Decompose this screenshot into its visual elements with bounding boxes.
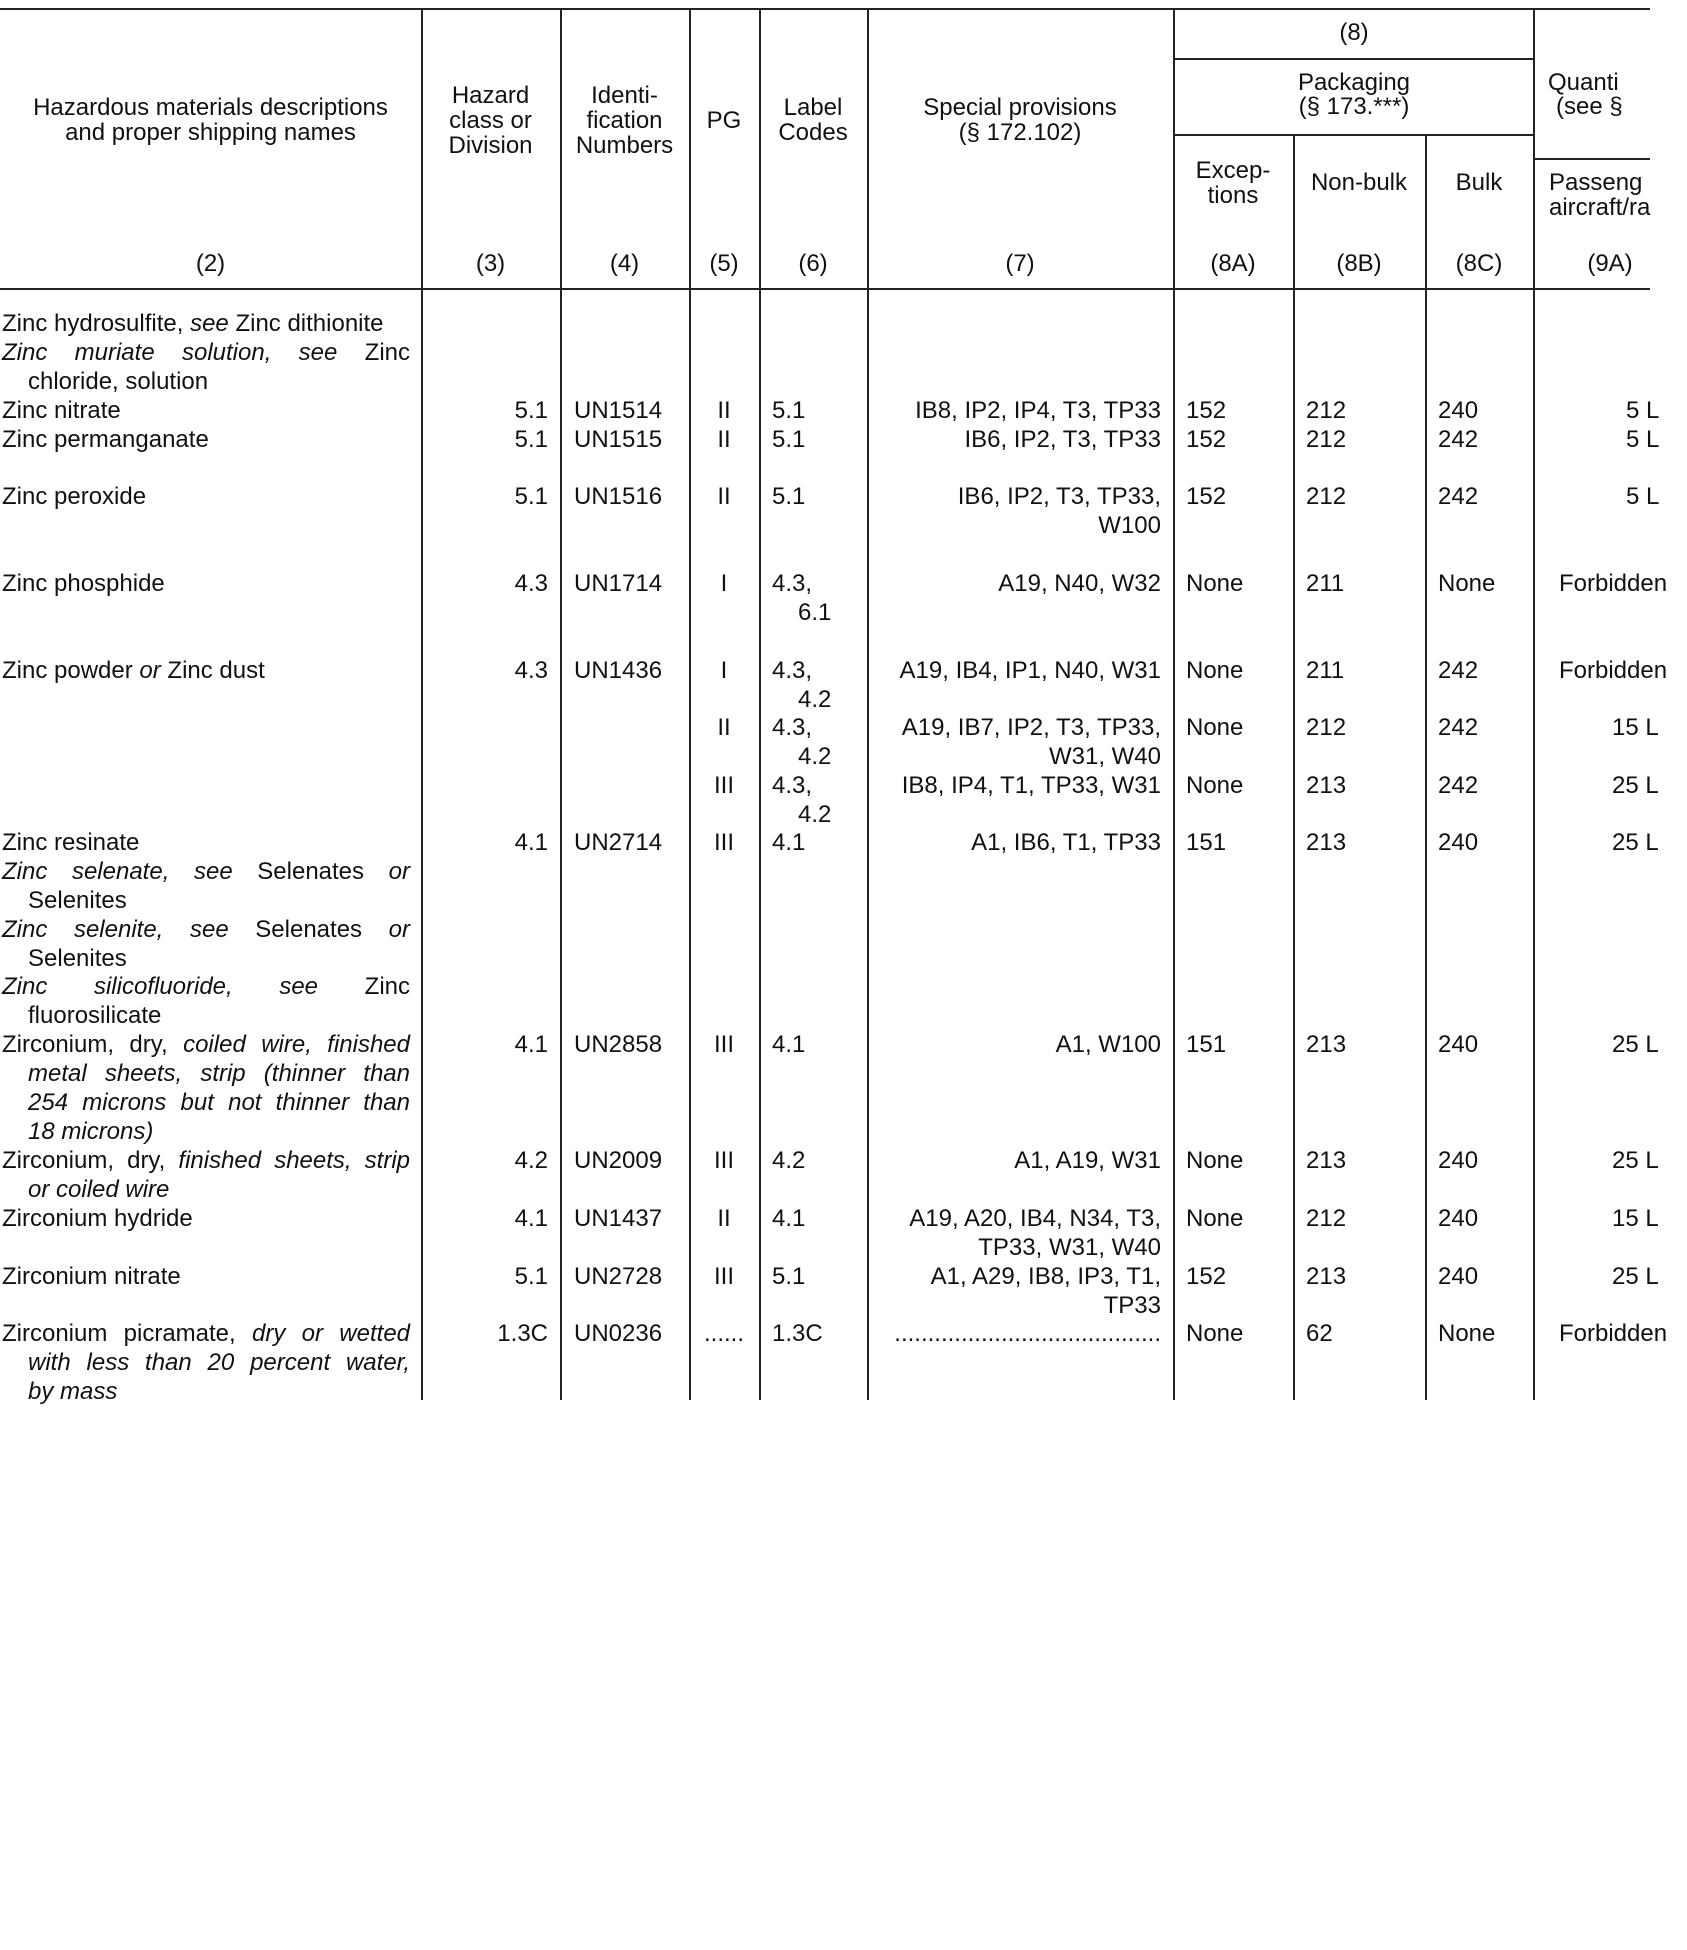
row-8-label-line1: 4.3, bbox=[772, 714, 813, 741]
col-divider-4-5 bbox=[689, 8, 691, 1400]
row-16-hazard: 4.1 bbox=[514, 1205, 548, 1232]
row-16-name: Zirconium hydride bbox=[2, 1205, 193, 1232]
row-6-exceptions: None bbox=[1186, 570, 1244, 597]
row-10-label: 4.1 bbox=[772, 829, 806, 856]
row-5-id: UN1516 bbox=[574, 483, 663, 510]
row-4-bulk: 242 bbox=[1438, 426, 1479, 453]
row-12-name-line1: Zinc selenite, see Selenates or bbox=[2, 916, 411, 943]
row-3-label: 5.1 bbox=[772, 397, 806, 424]
row-17-nonbulk: 213 bbox=[1306, 1263, 1347, 1290]
row-3-nonbulk: 212 bbox=[1306, 397, 1347, 424]
row-15-id: UN2009 bbox=[574, 1147, 663, 1174]
row-6-label-line1: 4.3, bbox=[772, 570, 813, 597]
row-17-special-line1: A1, A29, IB8, IP3, T1, bbox=[930, 1263, 1161, 1290]
col-divider-8-9 bbox=[1533, 8, 1535, 1400]
row-14-special: A1, W100 bbox=[1055, 1031, 1161, 1058]
group-8-rule bbox=[1173, 58, 1535, 60]
row-5-hazard: 5.1 bbox=[514, 483, 548, 510]
row-7-pg: I bbox=[720, 657, 728, 684]
row-18-label: 1.3C bbox=[772, 1320, 823, 1347]
row-7-exceptions: None bbox=[1186, 657, 1244, 684]
row-18-pg: ...... bbox=[703, 1320, 744, 1347]
row-5-exceptions: 152 bbox=[1186, 483, 1227, 510]
row-7-nonbulk: 211 bbox=[1306, 657, 1345, 684]
col2-header-line1: Hazardous materials descriptions bbox=[33, 94, 388, 121]
col4-header-line1: Identi- bbox=[591, 82, 658, 109]
row-8-pg: II bbox=[717, 714, 731, 741]
row-14-id: UN2858 bbox=[574, 1031, 663, 1058]
row-16-exceptions: None bbox=[1186, 1205, 1244, 1232]
row-6-quantity: Forbidden bbox=[1559, 570, 1668, 597]
row-2-name-line1: Zinc muriate solution, see Zinc bbox=[2, 339, 410, 366]
row-18-nonbulk: 62 bbox=[1306, 1320, 1333, 1347]
row-16-id: UN1437 bbox=[574, 1205, 663, 1232]
row-5-special-line1: IB6, IP2, T3, TP33, bbox=[957, 483, 1161, 510]
row-5-label: 5.1 bbox=[772, 483, 806, 510]
row-7-label-line2: 4.2 bbox=[798, 686, 832, 713]
row-18-exceptions: None bbox=[1186, 1320, 1244, 1347]
col4-header-line3: Numbers bbox=[575, 132, 674, 159]
col7-number: (7) bbox=[1005, 250, 1035, 277]
row-3-id: UN1514 bbox=[574, 397, 663, 424]
col-divider-8a-8b bbox=[1293, 134, 1295, 1400]
row-8-special-line1: A19, IB7, IP2, T3, TP33, bbox=[901, 714, 1161, 741]
row-16-bulk: 240 bbox=[1438, 1205, 1479, 1232]
col8a-header-line2: tions bbox=[1207, 182, 1259, 209]
row-15-pg: III bbox=[713, 1147, 734, 1174]
row-6-nonbulk: 211 bbox=[1306, 570, 1345, 597]
row-10-pg: III bbox=[713, 829, 734, 856]
row-6-pg: I bbox=[720, 570, 728, 597]
col3-number: (3) bbox=[475, 250, 506, 277]
row-10-bulk: 240 bbox=[1438, 829, 1479, 856]
row-4-hazard: 5.1 bbox=[514, 426, 548, 453]
row-7-quantity: Forbidden bbox=[1559, 657, 1668, 684]
row-17-pg: III bbox=[713, 1263, 734, 1290]
col8a-number: (8A) bbox=[1210, 250, 1256, 277]
col7-header-line1: Special provisions bbox=[923, 94, 1117, 121]
row-8-label-line2: 4.2 bbox=[798, 743, 832, 770]
row-4-exceptions: 152 bbox=[1186, 426, 1227, 453]
packaging-title: Packaging bbox=[1297, 69, 1411, 96]
row-15-name-line1: Zirconium, dry, finished sheets, strip bbox=[2, 1147, 410, 1174]
col8b-number: (8B) bbox=[1336, 250, 1382, 277]
col5-header: PG bbox=[706, 107, 742, 134]
row-4-quantity: 5 L bbox=[1626, 426, 1660, 453]
row-10-id: UN2714 bbox=[574, 829, 663, 856]
row-15-nonbulk: 213 bbox=[1306, 1147, 1347, 1174]
row-5-name: Zinc peroxide bbox=[2, 483, 147, 510]
row-17-quantity: 25 L bbox=[1612, 1263, 1659, 1290]
row-16-label: 4.1 bbox=[772, 1205, 806, 1232]
row-6-label-line2: 6.1 bbox=[798, 599, 832, 626]
row-17-exceptions: 152 bbox=[1186, 1263, 1227, 1290]
col6-number: (6) bbox=[798, 250, 828, 277]
row-15-label: 4.2 bbox=[772, 1147, 806, 1174]
row-8-special-line2: W31, W40 bbox=[1048, 743, 1161, 770]
col7-header-line2: (§ 172.102) bbox=[958, 119, 1082, 146]
row-4-special: IB6, IP2, T3, TP33 bbox=[964, 426, 1161, 453]
row-10-special: A1, IB6, T1, TP33 bbox=[971, 829, 1161, 856]
row-18-hazard: 1.3C bbox=[497, 1320, 548, 1347]
row-11-name-line2: Selenites bbox=[28, 887, 127, 914]
row-9-label-line1: 4.3, bbox=[772, 772, 813, 799]
row-12-name-line2: Selenites bbox=[28, 945, 127, 972]
row-15-bulk: 240 bbox=[1438, 1147, 1479, 1174]
row-4-pg: II bbox=[717, 426, 731, 453]
row-3-exceptions: 152 bbox=[1186, 397, 1227, 424]
quantity-title: Quanti bbox=[1548, 69, 1619, 96]
row-4-label: 5.1 bbox=[772, 426, 806, 453]
row-6-bulk: None bbox=[1438, 570, 1496, 597]
row-6-special: A19, N40, W32 bbox=[998, 570, 1161, 597]
row-14-label: 4.1 bbox=[772, 1031, 806, 1058]
col8c-number: (8C) bbox=[1455, 250, 1503, 277]
quantity-rule bbox=[1533, 158, 1650, 160]
col-divider-6-7 bbox=[867, 8, 869, 1400]
quantity-ref: (see § bbox=[1556, 93, 1623, 120]
row-18-special: ........................................ bbox=[894, 1320, 1161, 1347]
row-15-hazard: 4.2 bbox=[514, 1147, 548, 1174]
row-17-id: UN2728 bbox=[574, 1263, 663, 1290]
row-17-bulk: 240 bbox=[1438, 1263, 1479, 1290]
col-divider-8b-8c bbox=[1425, 134, 1427, 1400]
row-7-hazard: 4.3 bbox=[514, 657, 548, 684]
row-6-hazard: 4.3 bbox=[514, 570, 548, 597]
col4-number: (4) bbox=[609, 250, 640, 277]
packaging-rule bbox=[1173, 134, 1535, 136]
row-14-name-line3: 254 microns but not thinner than bbox=[28, 1089, 410, 1116]
col4-header-line2: fication bbox=[586, 107, 663, 134]
row-7-label-line1: 4.3, bbox=[772, 657, 813, 684]
row-17-name: Zirconium nitrate bbox=[2, 1263, 181, 1290]
col3-header-line3: Division bbox=[448, 132, 533, 159]
col5-number: (5) bbox=[709, 250, 739, 277]
row-14-quantity: 25 L bbox=[1612, 1031, 1659, 1058]
row-13-name-line1: Zinc silicofluoride, see Zinc bbox=[2, 973, 410, 1000]
row-9-special: IB8, IP4, T1, TP33, W31 bbox=[901, 772, 1161, 799]
row-5-pg: II bbox=[717, 483, 731, 510]
col-divider-3-4 bbox=[560, 8, 562, 1400]
row-17-special-line2: TP33 bbox=[1103, 1292, 1161, 1319]
row-16-quantity: 15 L bbox=[1612, 1205, 1659, 1232]
row-18-name-line2: with less than 20 percent water, bbox=[28, 1349, 410, 1376]
row-8-quantity: 15 L bbox=[1612, 714, 1659, 741]
row-7-special: A19, IB4, IP1, N40, W31 bbox=[899, 657, 1161, 684]
row-9-pg: III bbox=[713, 772, 734, 799]
group-8-number: (8) bbox=[1339, 19, 1369, 46]
row-3-special: IB8, IP2, IP4, T3, TP33 bbox=[915, 397, 1161, 424]
row-11-name-line1: Zinc selenate, see Selenates or bbox=[2, 858, 410, 885]
row-15-quantity: 25 L bbox=[1612, 1147, 1659, 1174]
col-divider-5-6 bbox=[759, 8, 761, 1400]
row-18-quantity: Forbidden bbox=[1559, 1320, 1668, 1347]
row-18-name-line3: by mass bbox=[28, 1378, 118, 1405]
row-9-nonbulk: 213 bbox=[1306, 772, 1347, 799]
row-14-name-line2: metal sheets, strip (thinner than bbox=[28, 1060, 410, 1087]
row-5-bulk: 242 bbox=[1438, 483, 1479, 510]
col8b-header: Non-bulk bbox=[1310, 169, 1408, 196]
row-16-special-line1: A19, A20, IB4, N34, T3, bbox=[909, 1205, 1161, 1232]
row-8-exceptions: None bbox=[1186, 714, 1244, 741]
row-10-name: Zinc resinate bbox=[2, 829, 140, 856]
col9a-header-line1: Passeng bbox=[1549, 169, 1643, 196]
row-1-name: Zinc hydrosulfite, see Zinc dithionite bbox=[2, 310, 384, 337]
header-bottom-rule bbox=[0, 288, 1650, 290]
row-15-name-line2: or coiled wire bbox=[28, 1176, 170, 1203]
row-13-name-line2: fluorosilicate bbox=[28, 1002, 162, 1029]
col-divider-7-8 bbox=[1173, 8, 1175, 1400]
col6-header-line1: Label bbox=[783, 94, 843, 121]
col3-header-line2: class or bbox=[449, 107, 532, 134]
row-18-bulk: None bbox=[1438, 1320, 1496, 1347]
row-4-id: UN1515 bbox=[574, 426, 663, 453]
row-17-hazard: 5.1 bbox=[514, 1263, 548, 1290]
row-14-bulk: 240 bbox=[1438, 1031, 1479, 1058]
row-16-nonbulk: 212 bbox=[1306, 1205, 1347, 1232]
row-17-label: 5.1 bbox=[772, 1263, 806, 1290]
col-divider-2-3 bbox=[421, 8, 423, 1400]
col2-number: (2) bbox=[195, 250, 226, 277]
row-7-bulk: 242 bbox=[1438, 657, 1479, 684]
col8c-header: Bulk bbox=[1455, 169, 1503, 196]
row-14-exceptions: 151 bbox=[1186, 1031, 1227, 1058]
row-8-nonbulk: 212 bbox=[1306, 714, 1347, 741]
row-16-special-line2: TP33, W31, W40 bbox=[978, 1234, 1161, 1261]
row-5-nonbulk: 212 bbox=[1306, 483, 1347, 510]
row-3-pg: II bbox=[717, 397, 731, 424]
row-3-bulk: 240 bbox=[1438, 397, 1479, 424]
row-3-name: Zinc nitrate bbox=[2, 397, 121, 424]
row-10-exceptions: 151 bbox=[1186, 829, 1227, 856]
row-3-quantity: 5 L bbox=[1626, 397, 1660, 424]
row-4-nonbulk: 212 bbox=[1306, 426, 1347, 453]
row-16-pg: II bbox=[717, 1205, 731, 1232]
table-top-rule bbox=[0, 8, 1650, 10]
row-4-name: Zinc permanganate bbox=[2, 426, 209, 453]
row-18-name-line1: Zirconium picramate, dry or wetted bbox=[2, 1320, 411, 1347]
row-14-hazard: 4.1 bbox=[514, 1031, 548, 1058]
col2-header-line2: and proper shipping names bbox=[65, 119, 356, 146]
row-7-id: UN1436 bbox=[574, 657, 663, 684]
row-5-special-line2: W100 bbox=[1098, 512, 1161, 539]
col6-header-line2: Codes bbox=[778, 119, 848, 146]
row-9-exceptions: None bbox=[1186, 772, 1244, 799]
row-6-name: Zinc phosphide bbox=[2, 570, 165, 597]
packaging-ref: (§ 173.***) bbox=[1298, 93, 1410, 120]
row-14-nonbulk: 213 bbox=[1306, 1031, 1347, 1058]
row-10-hazard: 4.1 bbox=[514, 829, 548, 856]
row-14-name-line1: Zirconium, dry, coiled wire, finished bbox=[2, 1031, 410, 1058]
col3-header-line1: Hazard bbox=[451, 82, 530, 109]
row-18-id: UN0236 bbox=[574, 1320, 663, 1347]
row-2-name-line2: chloride, solution bbox=[28, 368, 209, 395]
col8a-header-line1: Excep- bbox=[1195, 157, 1271, 184]
col9a-number: (9A) bbox=[1587, 250, 1633, 277]
row-9-quantity: 25 L bbox=[1612, 772, 1659, 799]
row-6-id: UN1714 bbox=[574, 570, 663, 597]
col9a-header-line2: aircraft/ra bbox=[1549, 194, 1651, 221]
row-15-special: A1, A19, W31 bbox=[1014, 1147, 1161, 1174]
row-3-hazard: 5.1 bbox=[514, 397, 548, 424]
row-9-bulk: 242 bbox=[1438, 772, 1479, 799]
row-9-label-line2: 4.2 bbox=[798, 801, 832, 828]
row-14-pg: III bbox=[713, 1031, 734, 1058]
row-10-quantity: 25 L bbox=[1612, 829, 1659, 856]
row-5-quantity: 5 L bbox=[1626, 483, 1660, 510]
row-10-nonbulk: 213 bbox=[1306, 829, 1347, 856]
row-7-name: Zinc powder or Zinc dust bbox=[2, 657, 265, 684]
row-8-bulk: 242 bbox=[1438, 714, 1479, 741]
row-14-name-line4: 18 microns) bbox=[28, 1118, 154, 1145]
row-15-exceptions: None bbox=[1186, 1147, 1244, 1174]
